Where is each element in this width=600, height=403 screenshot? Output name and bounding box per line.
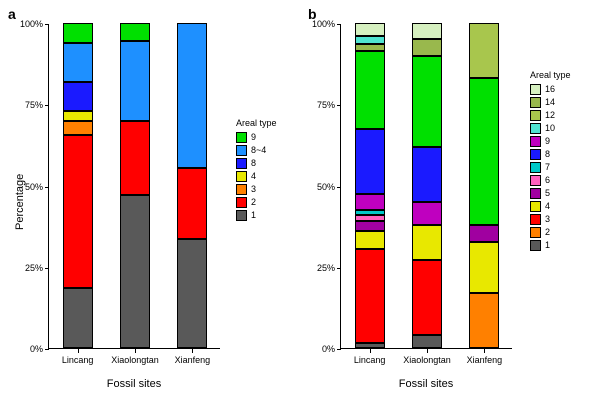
bar-segment bbox=[355, 194, 385, 210]
stacked-bar bbox=[177, 23, 207, 348]
legend-item bbox=[530, 122, 571, 135]
bar-segment bbox=[412, 335, 442, 348]
bar-segment bbox=[355, 36, 385, 44]
y-tick-label: 75% bbox=[24, 100, 43, 111]
legend-item bbox=[530, 200, 571, 213]
bar-segment bbox=[469, 242, 499, 292]
bar-segment bbox=[120, 121, 150, 196]
stacked-bar bbox=[412, 23, 442, 348]
legend-item bbox=[530, 213, 571, 226]
x-tick-mark bbox=[78, 349, 79, 353]
panel-b bbox=[300, 0, 600, 403]
legend-swatch bbox=[236, 158, 247, 169]
legend-item bbox=[236, 157, 277, 170]
legend-label: 9 bbox=[545, 136, 551, 146]
y-tick-label: 0% bbox=[29, 344, 43, 354]
legend-swatch bbox=[530, 188, 541, 199]
x-tick-mark bbox=[370, 349, 371, 353]
bar-segment bbox=[469, 225, 499, 243]
legend-label: 4 bbox=[545, 201, 551, 211]
x-tick-mark bbox=[135, 349, 136, 353]
bar-segment bbox=[355, 44, 385, 51]
legend-item bbox=[236, 170, 277, 183]
legend-item bbox=[530, 109, 571, 122]
y-tick-mark bbox=[45, 349, 49, 350]
bar-segment bbox=[412, 202, 442, 225]
bar-segment bbox=[355, 215, 385, 222]
bar-segment bbox=[412, 260, 442, 335]
bar-segment bbox=[355, 51, 385, 129]
bar-segment bbox=[120, 41, 150, 121]
y-tick-label: 75% bbox=[316, 100, 335, 111]
bar-segment bbox=[355, 129, 385, 194]
bar-segment bbox=[355, 231, 385, 249]
legend-swatch bbox=[530, 175, 541, 186]
legend-label: 16 bbox=[545, 84, 556, 94]
legend-item bbox=[236, 144, 277, 157]
bar-segment bbox=[63, 111, 93, 121]
y-tick-mark bbox=[337, 268, 341, 269]
legend-label: 7 bbox=[545, 162, 551, 172]
bar-segment bbox=[469, 78, 499, 224]
legend-swatch bbox=[530, 162, 541, 173]
bar-segment bbox=[177, 239, 207, 348]
legend-swatch bbox=[236, 171, 247, 182]
legend-label: 14 bbox=[545, 97, 556, 107]
legend-item bbox=[530, 174, 571, 187]
y-tick-mark bbox=[337, 349, 341, 350]
y-tick-label: 25% bbox=[24, 262, 43, 273]
bar-segment bbox=[412, 23, 442, 39]
y-tick-label: 100% bbox=[19, 19, 43, 29]
legend-label: 8~4 bbox=[251, 145, 267, 155]
bar-segment bbox=[63, 288, 93, 348]
legend-item bbox=[236, 209, 277, 222]
legend-item bbox=[530, 148, 571, 161]
x-tick-label: Xianfeng bbox=[174, 355, 211, 365]
legend-swatch bbox=[530, 123, 541, 134]
bar-segment bbox=[412, 225, 442, 261]
bar-segment bbox=[63, 121, 93, 136]
legend-item bbox=[530, 187, 571, 200]
legend-item bbox=[530, 96, 571, 109]
legend-label: 6 bbox=[545, 175, 551, 185]
legend-label: 10 bbox=[545, 123, 556, 133]
legend-item bbox=[530, 239, 571, 252]
legend-swatch bbox=[530, 97, 541, 108]
legend-item bbox=[530, 135, 571, 148]
panel-b-letter: b bbox=[308, 6, 317, 22]
x-tick-label: Lincang bbox=[61, 355, 94, 365]
legend-label: 1 bbox=[251, 210, 257, 220]
legend-swatch bbox=[530, 149, 541, 160]
bar-segment bbox=[469, 293, 499, 348]
bar-segment bbox=[355, 343, 385, 348]
y-tick-label: 25% bbox=[316, 262, 335, 273]
y-tick-mark bbox=[45, 24, 49, 25]
legend-swatch bbox=[530, 84, 541, 95]
legend-item bbox=[530, 161, 571, 174]
y-tick-label: 0% bbox=[321, 344, 335, 354]
y-tick-mark bbox=[45, 268, 49, 269]
stacked-bar bbox=[120, 23, 150, 348]
legend-swatch bbox=[530, 227, 541, 238]
x-tick-label: Xiaolongtan bbox=[403, 355, 451, 365]
y-tick-mark bbox=[45, 187, 49, 188]
stacked-bar bbox=[63, 23, 93, 348]
panel-b-legend bbox=[530, 70, 571, 252]
legend-swatch bbox=[530, 136, 541, 147]
bar-segment bbox=[120, 195, 150, 348]
legend-label: 3 bbox=[545, 214, 551, 224]
y-tick-label: 50% bbox=[316, 181, 335, 192]
x-tick-label: Xiaolongtan bbox=[111, 355, 159, 365]
bar-segment bbox=[412, 147, 442, 202]
panel-b-plot-area bbox=[311, 19, 512, 365]
legend-label: 12 bbox=[545, 110, 556, 120]
legend-label: 8 bbox=[251, 158, 257, 168]
bar-segment bbox=[355, 210, 385, 215]
legend-label: 9 bbox=[251, 132, 257, 142]
bar-segment bbox=[63, 23, 93, 43]
legend-label: 2 bbox=[545, 227, 551, 237]
legend-label: 2 bbox=[251, 197, 257, 207]
legend-swatch bbox=[530, 214, 541, 225]
bar-segment bbox=[355, 23, 385, 36]
legend-swatch bbox=[236, 132, 247, 143]
y-tick-label: 100% bbox=[311, 19, 335, 29]
stacked-bar bbox=[469, 23, 499, 348]
panel-b-x-axis-label: Fossil sites bbox=[398, 378, 454, 390]
bar-segment bbox=[63, 43, 93, 82]
legend-label: 4 bbox=[251, 171, 257, 181]
legend-item bbox=[236, 183, 277, 196]
legend-label: 8 bbox=[545, 149, 551, 159]
legend-label: 3 bbox=[251, 184, 257, 194]
legend-label: 5 bbox=[545, 188, 551, 198]
bar-segment bbox=[469, 23, 499, 78]
legend-label: 1 bbox=[545, 240, 551, 250]
legend-swatch bbox=[236, 184, 247, 195]
panel-a-letter: a bbox=[8, 6, 16, 22]
legend-swatch bbox=[530, 110, 541, 121]
bar-segment bbox=[63, 135, 93, 288]
panel-a-legend-title: Areal type bbox=[236, 118, 277, 128]
x-tick-mark bbox=[427, 349, 428, 353]
bar-segment bbox=[412, 56, 442, 147]
legend-swatch bbox=[530, 201, 541, 212]
legend-item bbox=[530, 226, 571, 239]
legend-swatch bbox=[236, 210, 247, 221]
bar-segment bbox=[412, 39, 442, 55]
legend-item bbox=[236, 131, 277, 144]
legend-swatch bbox=[236, 145, 247, 156]
legend-item bbox=[530, 83, 571, 96]
x-tick-label: Lincang bbox=[353, 355, 386, 365]
y-tick-mark bbox=[45, 105, 49, 106]
panel-a-x-axis-label: Fossil sites bbox=[106, 378, 162, 390]
x-tick-label: Xianfeng bbox=[466, 355, 503, 365]
y-tick-mark bbox=[337, 24, 341, 25]
bar-segment bbox=[63, 82, 93, 111]
bar-segment bbox=[355, 221, 385, 231]
x-tick-mark bbox=[192, 349, 193, 353]
y-tick-mark bbox=[337, 105, 341, 106]
legend-item bbox=[236, 196, 277, 209]
bar-segment bbox=[177, 168, 207, 240]
bar-segment bbox=[177, 23, 207, 168]
panel-a-y-axis-label: Percentage bbox=[14, 173, 26, 230]
bar-segment bbox=[120, 23, 150, 41]
panel-a-legend bbox=[236, 118, 277, 222]
bar-segment bbox=[355, 249, 385, 343]
y-tick-label: 50% bbox=[24, 181, 43, 192]
stacked-bar bbox=[355, 23, 385, 348]
panel-b-legend-title: Areal type bbox=[530, 70, 571, 80]
y-tick-mark bbox=[337, 187, 341, 188]
legend-swatch bbox=[236, 197, 247, 208]
legend-swatch bbox=[530, 240, 541, 251]
x-tick-mark bbox=[484, 349, 485, 353]
